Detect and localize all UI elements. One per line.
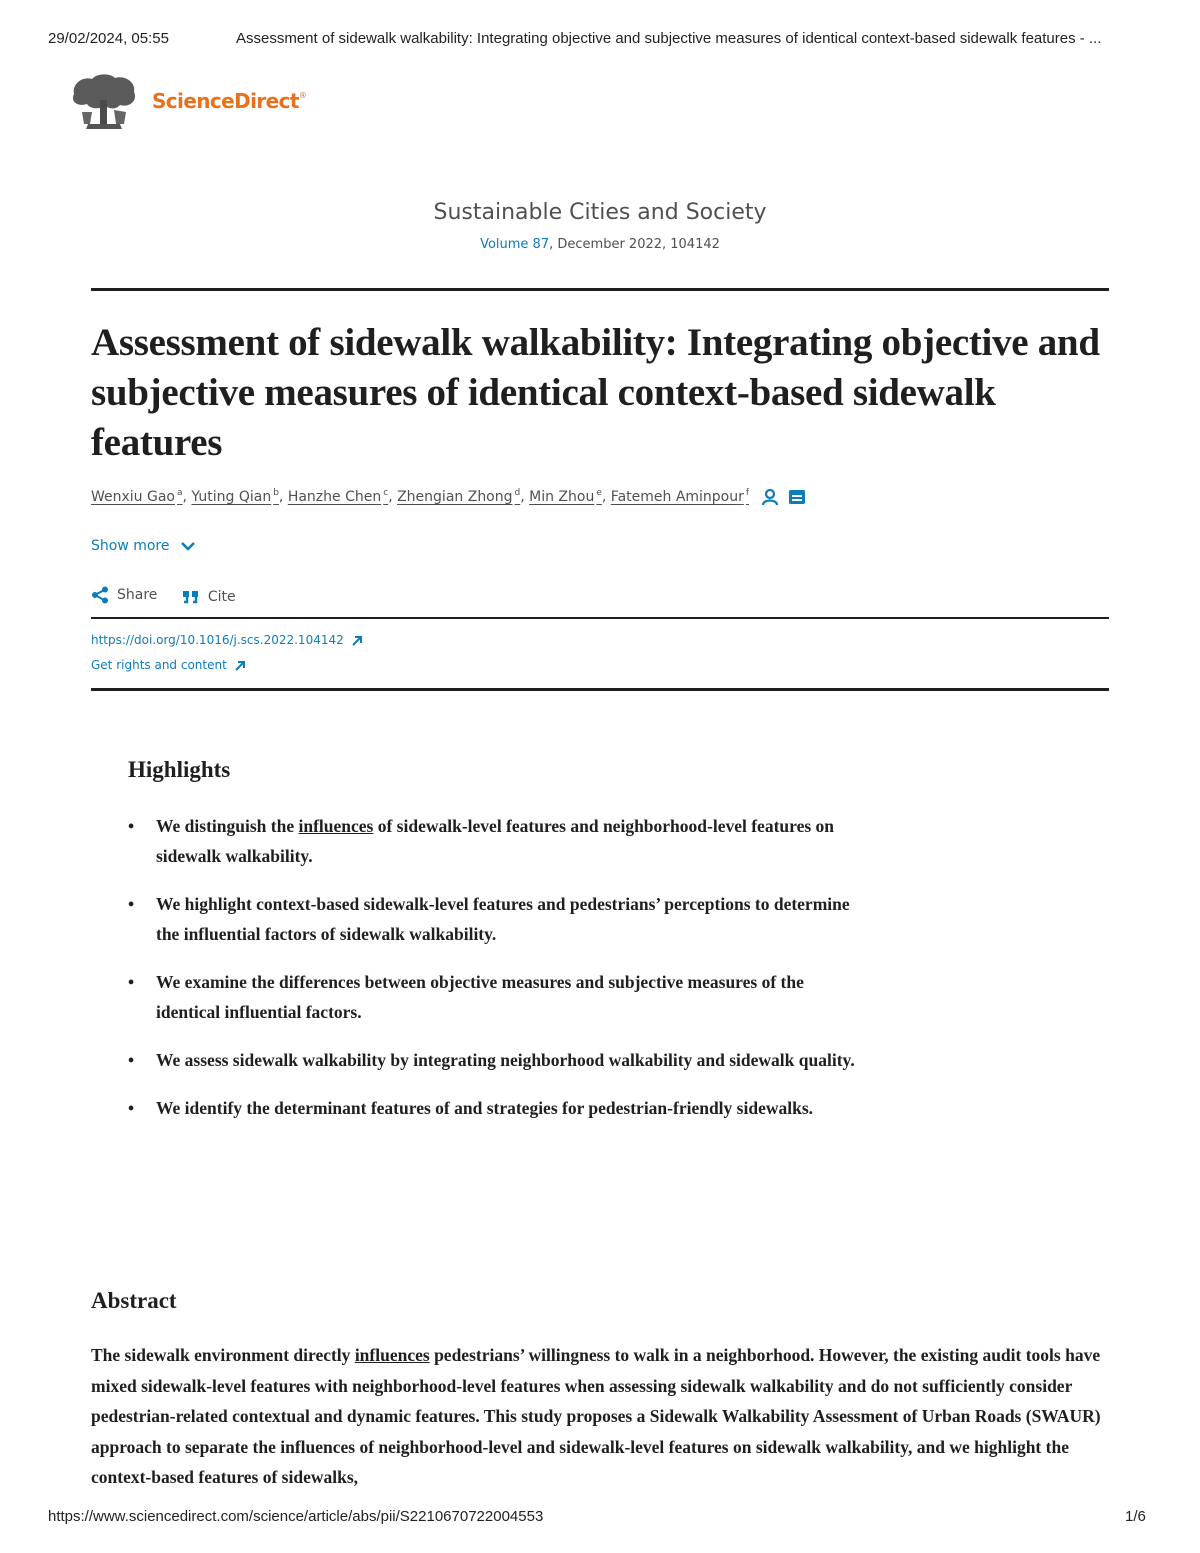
mid-divider — [91, 617, 1109, 619]
author-affiliation: a — [177, 488, 183, 499]
author-separator: , — [388, 489, 398, 505]
quote-icon — [182, 590, 200, 604]
highlight-item: • We examine the differences between objective measures and subjective measures of the identical influential factors. — [128, 967, 858, 1027]
influences-link[interactable]: influences — [354, 1345, 430, 1365]
rights-link[interactable] — [91, 658, 246, 672]
author-affiliation: e — [596, 488, 602, 499]
author-separator: , — [520, 489, 530, 505]
author-link[interactable] — [611, 489, 749, 505]
author-name: Zhengian Zhong — [397, 489, 513, 505]
author-affiliation: b — [273, 488, 279, 499]
doi-text: https://doi.org/10.1016/j.scs.2022.104142 — [91, 633, 344, 647]
person-icon[interactable] — [760, 488, 780, 506]
volume-info — [0, 237, 1200, 252]
article-title: Assessment of sidewalk walkability: Integrating objective and subjective measures of identical context-based sidewalk features — [91, 321, 1100, 464]
author-affiliation: f — [745, 488, 750, 499]
highlight-item: • We assess sidewalk walkability by integrating neighborhood walkability and sidewalk quality. — [128, 1045, 858, 1075]
show-more-label: Show more — [91, 538, 170, 554]
print-url: https://www.sciencedirect.com/science/article/abs/pii/S2210670722004553 — [48, 1508, 544, 1525]
brand-name: ScienceDirect — [152, 89, 299, 113]
abstract-heading: Abstract — [91, 1288, 177, 1313]
author-name: Yuting Qian — [191, 489, 272, 505]
doi-link[interactable] — [91, 633, 363, 647]
author-link[interactable] — [191, 489, 279, 505]
highlight-item: • We identify the determinant features of and strategies for pedestrian-friendly sidewalks. — [128, 1093, 858, 1123]
share-cite-bar — [91, 586, 236, 608]
cite-label: Cite — [207, 589, 236, 605]
rights-text: Get rights and content — [91, 658, 227, 672]
share-icon — [91, 586, 109, 604]
author-affiliation: c — [383, 488, 389, 499]
elsevier-tree-icon[interactable] — [70, 72, 138, 130]
author-affiliation: d — [514, 488, 521, 499]
share-label: Share — [117, 587, 158, 603]
highlight-item: • We distinguish the influences of sidewalk-level features and neighborhood-level features on sidewalk walkability. — [128, 811, 858, 871]
highlight-item: • We highlight context-based sidewalk-level features and pedestrians’ perceptions to determine the influential factors of sidewalk walkability. — [128, 889, 858, 949]
author-separator: , — [182, 489, 192, 505]
author-link[interactable] — [91, 489, 183, 505]
author-separator: , — [601, 489, 611, 505]
sciencedirect-logo[interactable] — [152, 89, 306, 113]
print-page-number: 1/6 — [1125, 1508, 1146, 1525]
influences-link[interactable]: influences — [298, 816, 374, 836]
chevron-down-icon — [180, 540, 196, 552]
brand-mark: ® — [298, 91, 307, 100]
author-list — [91, 488, 806, 506]
print-doc-title: Assessment of sidewalk walkability: Integrating objective and subjective measures of identical context-based sidewalk features - ... — [236, 30, 1102, 47]
journal-name[interactable]: Sustainable Cities and Society — [433, 200, 767, 225]
print-datetime: 29/02/2024, 05:55 — [48, 30, 169, 47]
top-divider — [91, 288, 1109, 291]
issue-info: , December 2022, 104142 — [549, 237, 720, 252]
author-name: Hanzhe Chen — [287, 489, 382, 505]
email-icon[interactable] — [788, 489, 806, 505]
author-link[interactable] — [529, 489, 602, 505]
author-link[interactable] — [288, 489, 388, 505]
highlights-heading: Highlights — [128, 757, 231, 782]
cite-button[interactable] — [182, 589, 236, 605]
author-name: Min Zhou — [529, 489, 595, 505]
highlights-list — [128, 811, 858, 1141]
author-separator: , — [278, 489, 288, 505]
author-name: Fatemeh Aminpour — [610, 489, 744, 505]
abstract-text: The sidewalk environment directly influences pedestrians’ willingness to walk in a neighborhood. However, the existing audit tools have mixed sidewalk-level features with neighborhood-level features when assessing sidewalk walkability and do not sufficiently consider pedestrian-related contextual and dynamic features. This study proposes a Sidewalk Walkability Assessment of Urban Roads (SWAUR) approach to separate the influences of neighborhood-level and sidewalk-level features on sidewalk walkability, and we highlight the context-based features of sidewalks, — [91, 1345, 1101, 1487]
bottom-divider — [91, 688, 1109, 691]
volume-link[interactable]: Volume 87 — [480, 237, 550, 252]
author-link[interactable] — [397, 489, 520, 505]
share-button[interactable] — [91, 586, 157, 604]
show-more-button[interactable] — [91, 538, 196, 554]
author-name: Wenxiu Gao — [91, 489, 175, 505]
external-link-icon — [234, 660, 246, 672]
external-link-icon — [351, 635, 363, 647]
